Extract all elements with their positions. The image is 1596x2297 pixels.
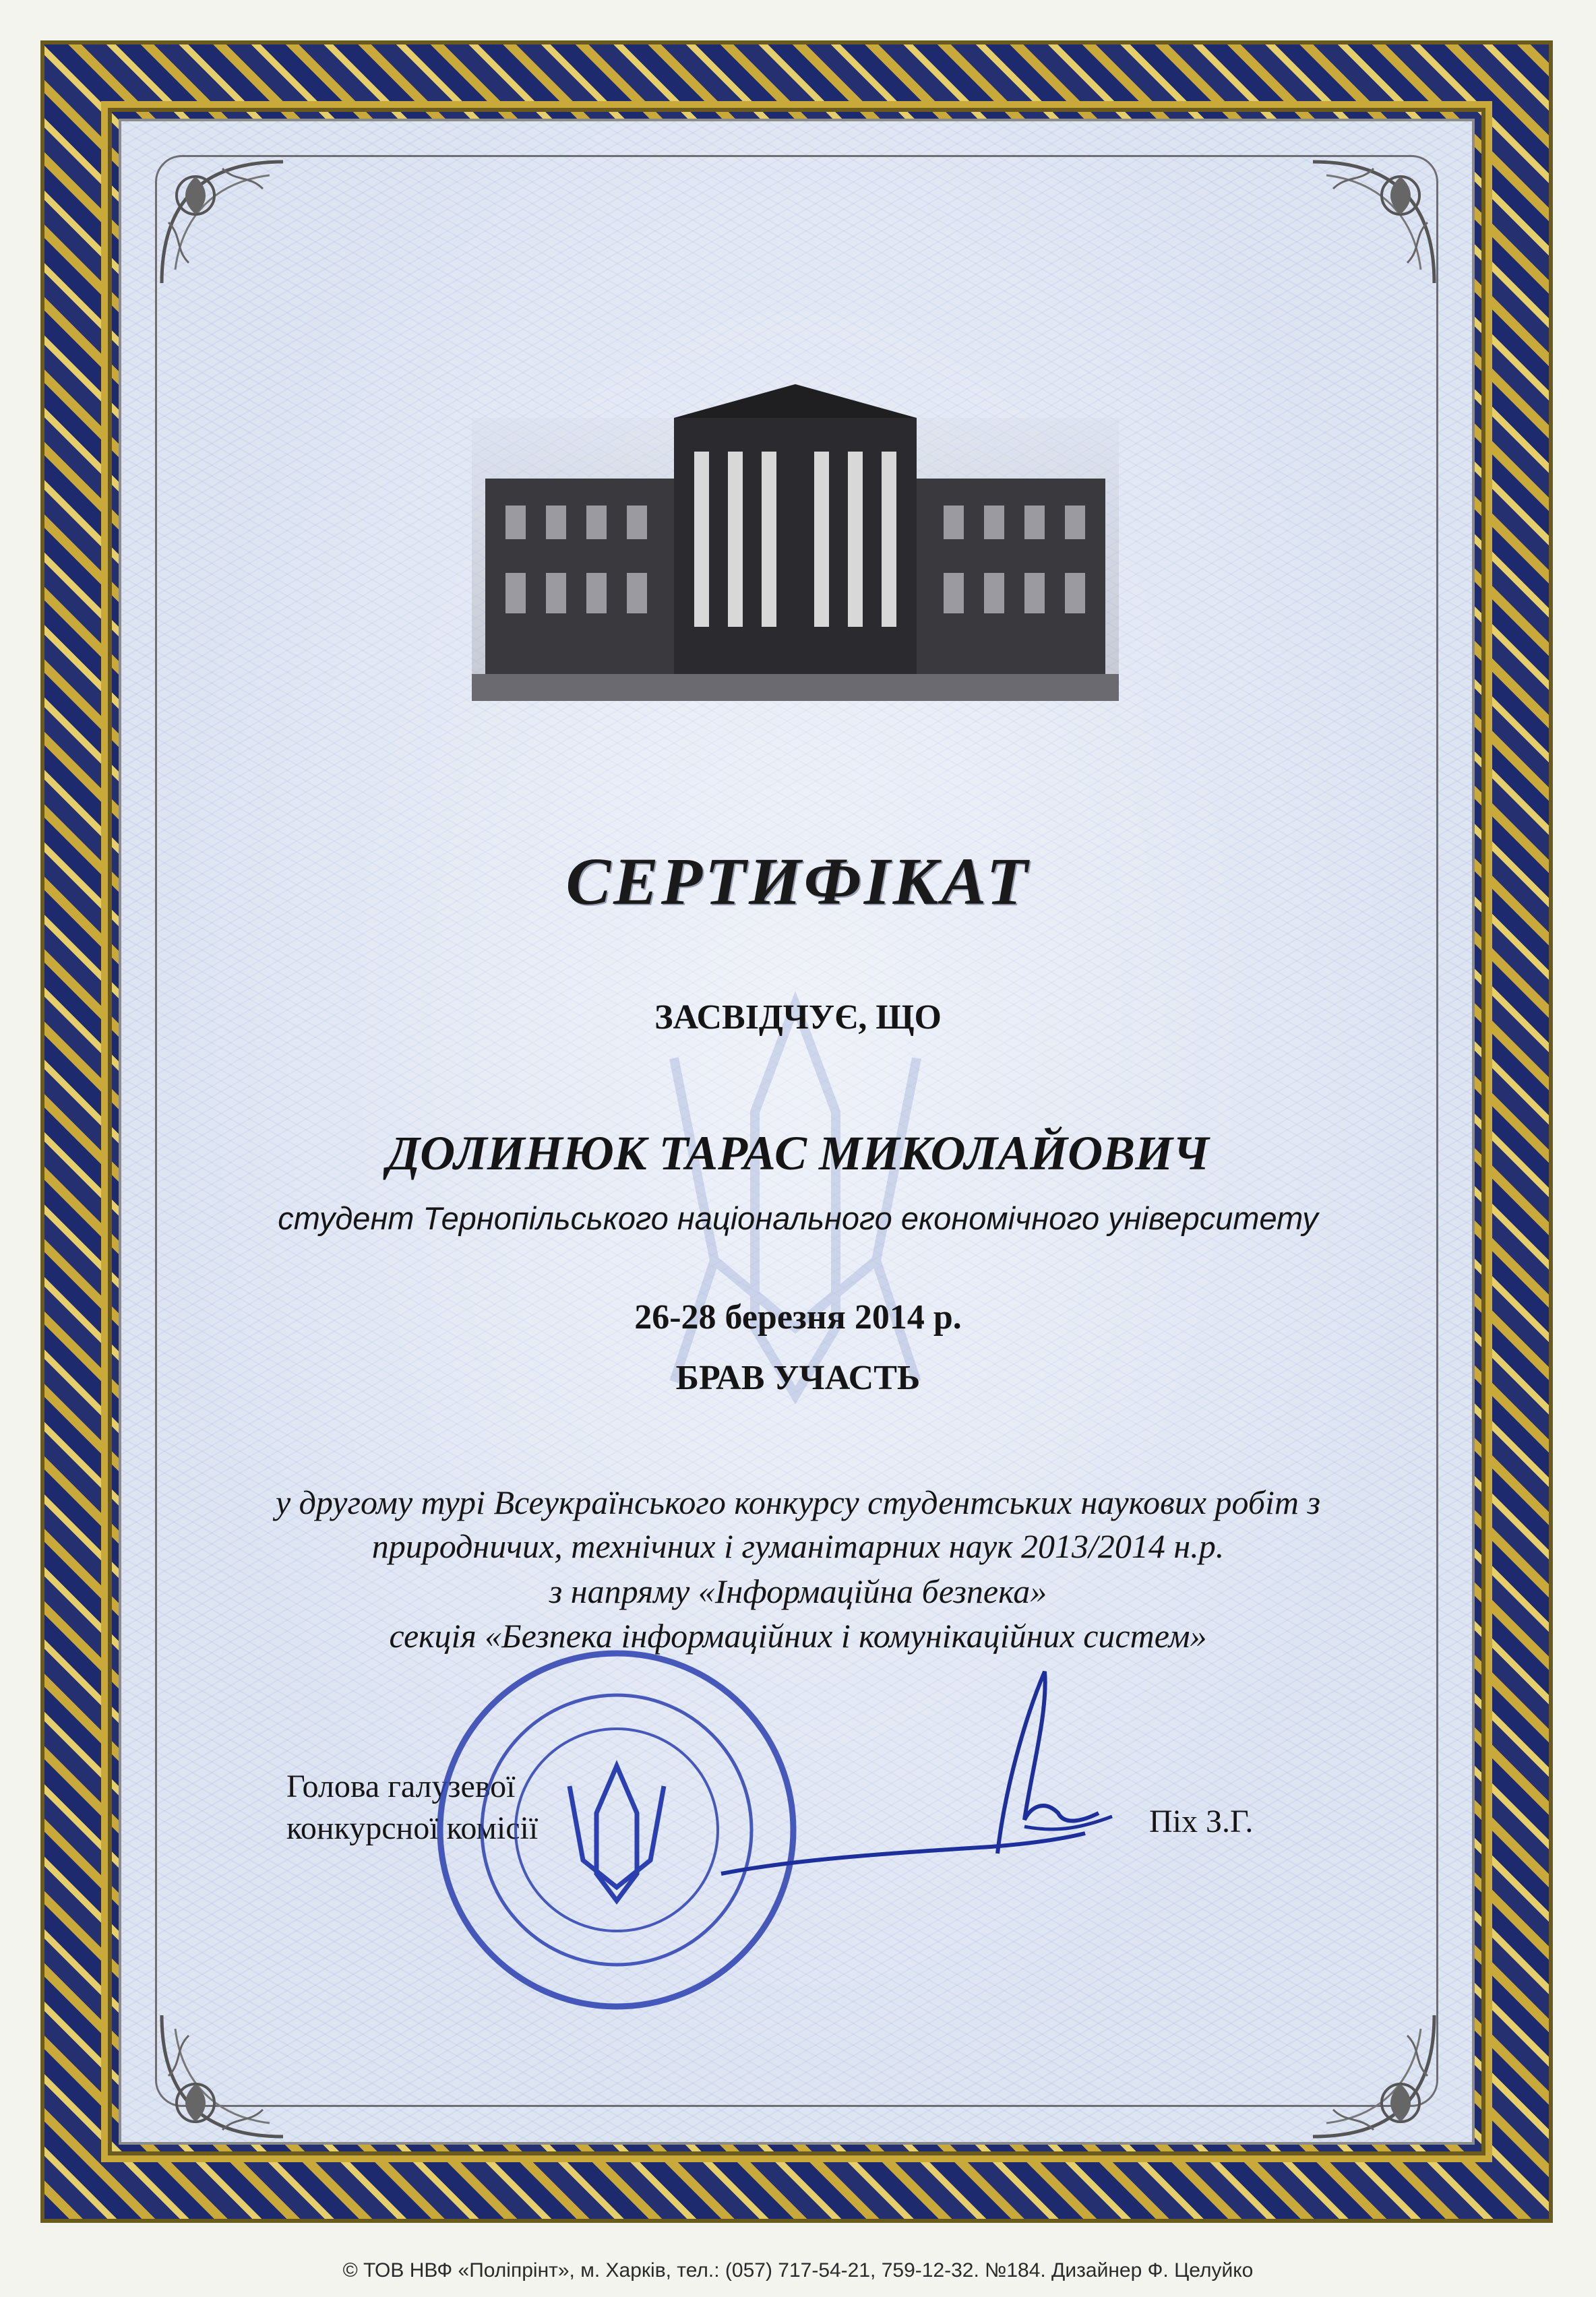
recipient-name: ДОЛИНЮК ТАРАС МИКОЛАЙОВИЧ xyxy=(386,1126,1210,1180)
description-line: природничих, технічних і гуманітарних наук 2013/2014 н.р. xyxy=(371,1527,1225,1565)
corner-ornament-icon xyxy=(148,2002,297,2150)
participated-line: БРАВ УЧАСТЬ xyxy=(675,1359,921,1397)
description-line: з напряму «Інформаційна безпека» xyxy=(549,1572,1047,1610)
printer-note: © ТОВ НВФ «Поліпрінт», м. Харків, тел.: (057) 717-54-21, 759-12-32. №184. Дизайнер Ф. Целуйко xyxy=(342,2259,1254,2281)
corner-ornament-icon xyxy=(1299,148,1448,297)
recipient-affiliation: студент Тернопільського національного економічного університету xyxy=(278,1200,1318,1236)
signatory-role-line: конкурсної комісії xyxy=(286,1810,539,1846)
description-line: у другому турі Всеукраїнського конкурсу студентських наукових робіт з xyxy=(275,1483,1321,1521)
certificate-title: СЕРТИФІКАТ xyxy=(565,844,1031,919)
corner-ornament-icon xyxy=(1299,2002,1448,2150)
signatory-name: Піх З.Г. xyxy=(1149,1804,1254,1839)
handwritten-signature xyxy=(708,1658,1126,1914)
description-line: секція «Безпека інформаційних і комунікаційних систем» xyxy=(389,1617,1207,1655)
corner-ornament-icon xyxy=(148,148,297,297)
signatory-role-line: Голова галузевої xyxy=(286,1769,516,1804)
university-building-image xyxy=(472,377,1119,701)
certifies-line: ЗАСВІДЧУЄ, ЩО xyxy=(654,998,942,1037)
event-date: 26-28 березня 2014 р. xyxy=(634,1298,962,1337)
